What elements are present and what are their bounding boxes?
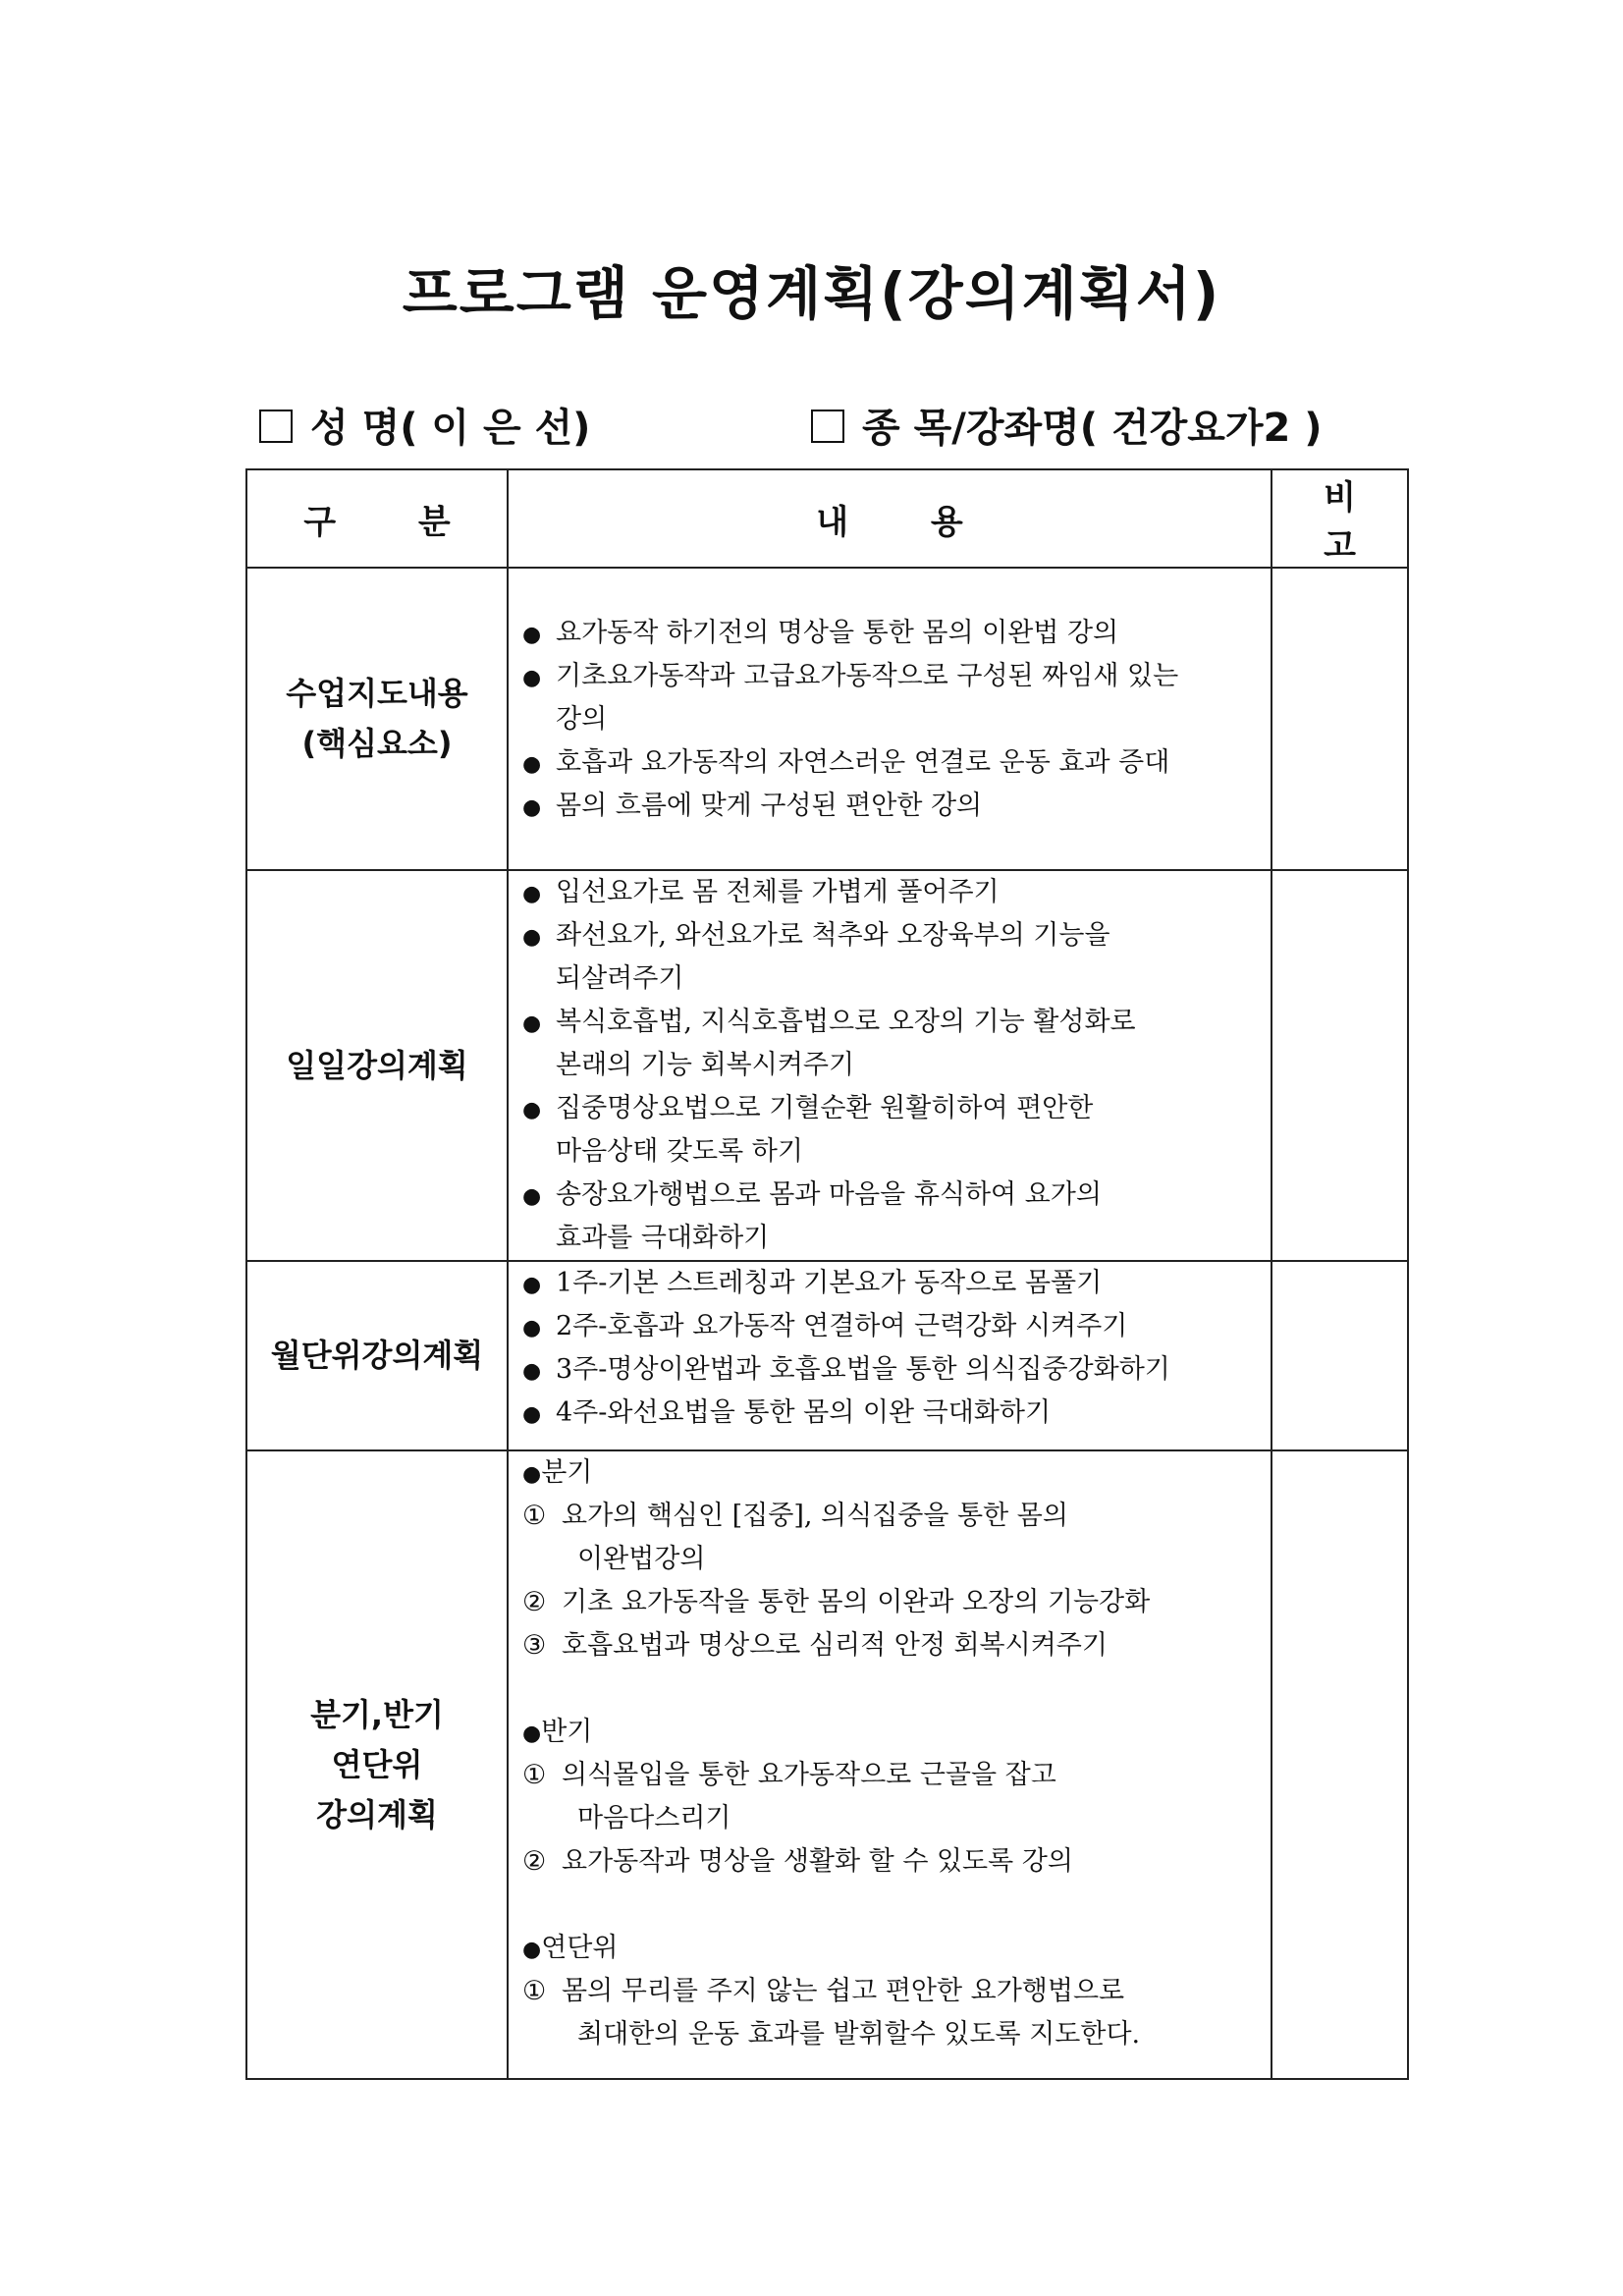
category-cell: 분기,반기 연단위 강의계획: [246, 1450, 508, 2079]
table-row: [246, 1261, 1408, 1450]
table-row: [246, 1450, 1408, 2079]
quarter-heading: ●분기: [522, 1457, 593, 1488]
content-cell: ●분기 ① 요가의 핵심인 [집중], 의식집중을 통한 몸의 이완법강의 ② 기초 요가동작을 통한 몸의 이완과 오장의 기능강화 ③ 호흡요법과 명상으로 심리적 안정 회복시켜주기 ●반기 ① 의식몰입을 통한 요가동작으로 근골을 잡고 마음다스리기 ② 요가동작과 명상을 생활화 할 수 있도록 강의 ●연단위 ① 몸의 무리를 주지 않는 쉽고 편안한 요가행법으로 최대한의 운동 효과를 발휘할수 있도록 지도한다.: [508, 1450, 1271, 2079]
bullet-icon: ●: [522, 1359, 542, 1384]
remarks-cell: [1271, 870, 1408, 1261]
content-cell: ● 입선요가로 몸 전체를 가볍게 풀어주기 ● 좌선요가, 와선요가로 척추와 오장육부의 기능을 되살려주기 ● 복식호흡법, 지식호흡법으로 오장의 기능 활성화로 본래의 기능 회복시켜주기 ● 집중명상요법으로 기혈순환 원활히하여 편안한 마음상태 갖도록 하기 ● 송장요가행법으로 몸과 마음을 휴식하여 요가의 효과를 극대화하기: [508, 870, 1271, 1261]
remarks-cell: [1271, 1450, 1408, 2079]
table-row: [246, 870, 1408, 1261]
bullet-icon: ●: [522, 1011, 542, 1036]
table-header-row: [246, 469, 1408, 568]
checkbox-icon: [259, 410, 293, 443]
name-field-text: 성 명( 이 은 선): [310, 406, 591, 451]
bullet-icon: ●: [522, 1462, 542, 1487]
bullet-icon: ●: [522, 752, 542, 777]
half-year-heading: ●반기: [522, 1717, 593, 1747]
bullet-icon: ●: [522, 1938, 542, 1962]
lecture-plan-table: [245, 468, 1409, 2080]
checkbox-icon: [811, 410, 844, 443]
header-category: 구 분: [246, 469, 508, 568]
year-heading: ●연단위: [522, 1933, 619, 1963]
subject-field: [811, 397, 1323, 453]
subject-field-text: 종 목/강좌명( 건강요가2 ): [862, 406, 1323, 451]
bullet-icon: ●: [522, 623, 542, 647]
content-cell: ● 요가동작 하기전의 명상을 통한 몸의 이완법 강의 ● 기초요가동작과 고급요가동작으로 구성된 짜임새 있는 강의 ● 호흡과 요가동작의 자연스러운 연결로 운동 효과 증대 ● 몸의 흐름에 맞게 구성된 편안한 강의: [508, 568, 1271, 870]
table-row: [246, 568, 1408, 870]
name-field: [259, 397, 590, 453]
document-title: 프로그램 운영계획(강의계획서): [402, 260, 1221, 327]
bullet-icon: ●: [522, 925, 542, 950]
bullet-icon: ●: [522, 1098, 542, 1122]
bullet-icon: ●: [522, 1722, 542, 1746]
header-remarks: 비 고: [1271, 469, 1408, 568]
bullet-icon: ●: [522, 882, 542, 906]
category-cell: 수업지도내용 (핵심요소): [246, 568, 508, 870]
remarks-cell: [1271, 568, 1408, 870]
remarks-cell: [1271, 1261, 1408, 1450]
bullet-icon: ●: [522, 1273, 542, 1297]
content-cell: ● 1주-기본 스트레칭과 기본요가 동작으로 몸풀기 ● 2주-호흡과 요가동작 연결하여 근력강화 시켜주기 ● 3주-명상이완법과 호흡요법을 통한 의식집중강화하기 ● 4주-와선요법을 통한 몸의 이완 극대화하기: [508, 1261, 1271, 1450]
bullet-icon: ●: [522, 795, 542, 820]
bullet-icon: ●: [522, 1184, 542, 1209]
bullet-icon: ●: [522, 666, 542, 690]
bullet-icon: ●: [522, 1316, 542, 1340]
bullet-icon: ●: [522, 1402, 542, 1427]
header-content: 내 용: [508, 469, 1271, 568]
category-cell: 월단위강의계획: [246, 1261, 508, 1450]
category-cell: 일일강의계획: [246, 870, 508, 1261]
